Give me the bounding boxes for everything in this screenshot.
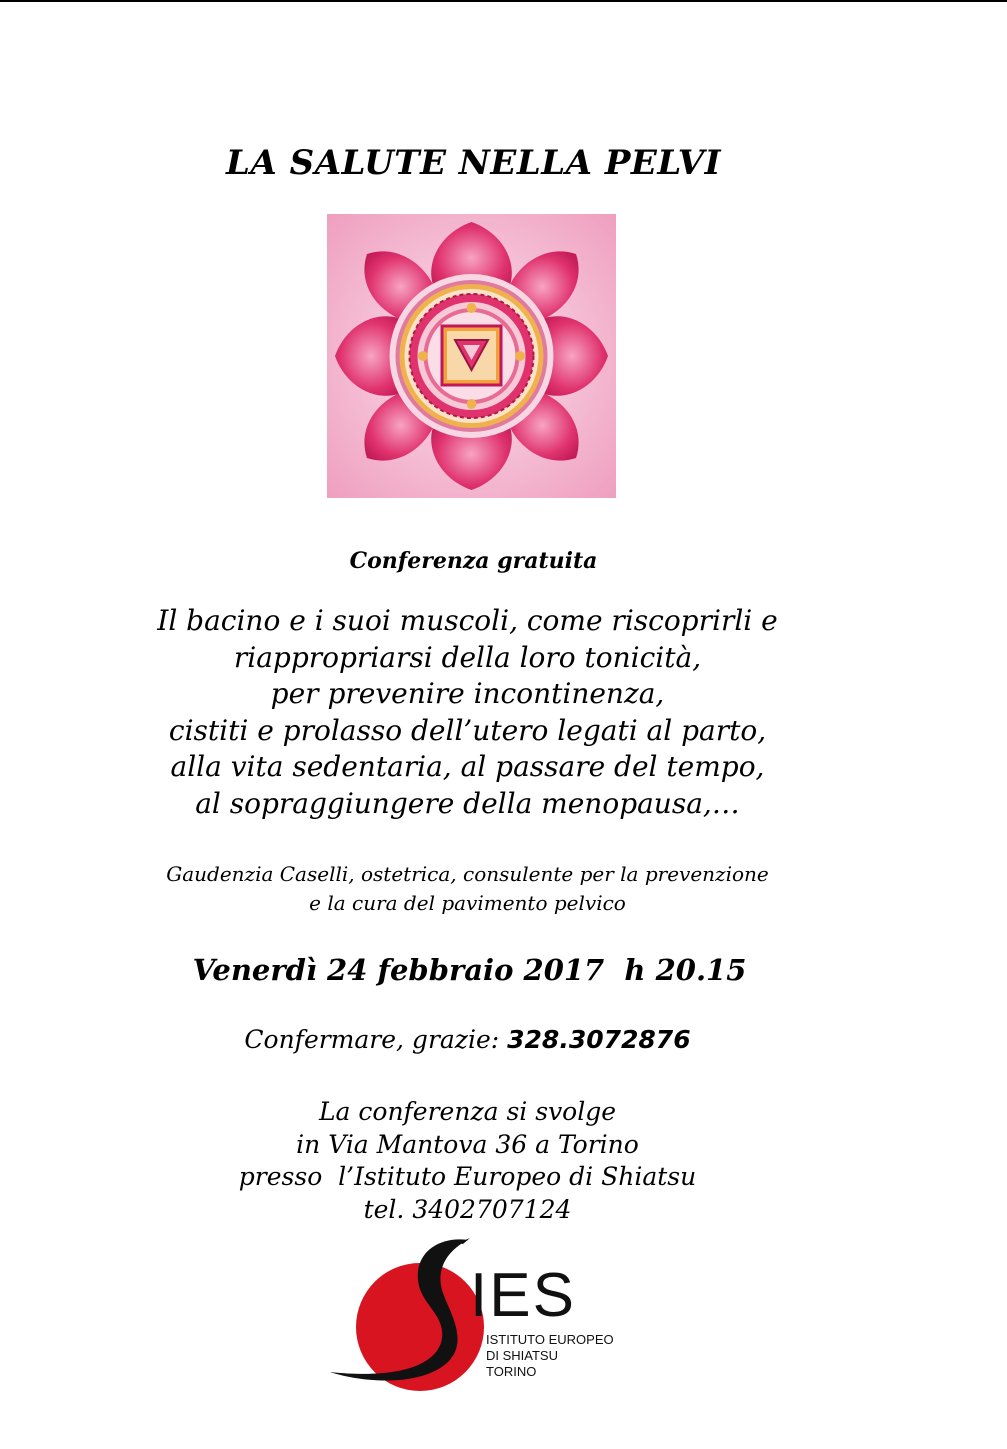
rsvp-phone[interactable]: 328.3072876 <box>507 1025 691 1054</box>
page-title: LA SALUTE NELLA PELVI <box>226 143 721 183</box>
description-line: riappropriarsi della loro tonicità, <box>233 640 702 674</box>
speaker-line: Gaudenzia Caselli, ostetrica, consulente per la prevenzione <box>166 862 769 886</box>
description-line: per prevenire incontinenza, <box>270 677 665 711</box>
venue-line: tel. 3402707124 <box>363 1195 572 1225</box>
conference-description <box>0 603 971 823</box>
top-border-line <box>0 0 1007 2</box>
description-line: alla vita sedentaria, al passare del tempo, <box>170 750 765 784</box>
venue-line: La conferenza si svolge <box>318 1097 617 1126</box>
logo-line: DI SHIATSU <box>486 1348 558 1363</box>
venue-info <box>0 1096 971 1227</box>
speaker-info <box>0 860 971 918</box>
conference-subtitle: Conferenza gratuita <box>349 548 598 574</box>
ies-logo <box>320 1232 620 1392</box>
logo-line: ISTITUTO EUROPEO <box>486 1332 614 1347</box>
description-line: Il bacino e i suoi muscoli, come riscoprirli e <box>157 604 778 637</box>
venue-line: presso l’Istituto Europeo di Shiatsu <box>238 1162 697 1192</box>
event-date: Venerdì 24 febbraio 2017 h 20.15 <box>192 953 747 987</box>
logo-acronym: IES <box>470 1261 576 1330</box>
logo-line: TORINO <box>486 1364 537 1379</box>
rsvp-line <box>0 1025 971 1054</box>
description-line: cistiti e prolasso dell’utero legati al parto, <box>168 713 767 747</box>
description-line: al sopraggiungere della menopausa,… <box>195 786 740 820</box>
venue-line: in Via Mantova 36 a Torino <box>296 1129 639 1159</box>
rsvp-label: Confermare, grazie: <box>244 1025 508 1054</box>
chakra-mandala-image <box>327 214 616 498</box>
speaker-line: e la cura del pavimento pelvico <box>309 891 626 915</box>
